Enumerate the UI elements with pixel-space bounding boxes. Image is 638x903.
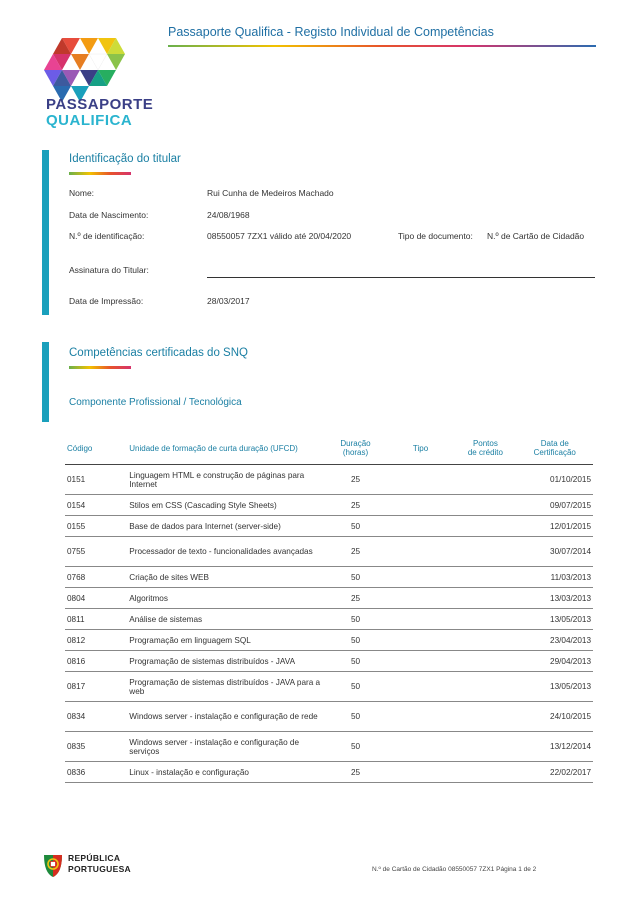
- birth-date-label: Data de Nascimento:: [69, 210, 149, 220]
- birth-date-value: 24/08/1968: [207, 210, 250, 220]
- column-header-type: Tipo: [387, 437, 455, 465]
- cell-points: [454, 609, 516, 630]
- column-header-duration-line2: (horas): [342, 448, 369, 457]
- cell-date: 13/03/2013: [517, 588, 593, 609]
- cell-code: 0836: [65, 762, 127, 783]
- cell-points: [454, 702, 516, 732]
- cell-code: 0804: [65, 588, 127, 609]
- republic-text-line2: PORTUGUESA: [68, 864, 131, 874]
- cell-unit: Windows server - instalação e configuração de serviços: [127, 732, 324, 762]
- cell-date: 13/12/2014: [517, 732, 593, 762]
- cell-type: [387, 465, 455, 495]
- logo-text-qualifica: QUALIFICA: [46, 112, 133, 129]
- cell-duration: 25: [324, 537, 387, 567]
- cell-duration: 50: [324, 609, 387, 630]
- column-header-points-line1: Pontos: [472, 439, 498, 448]
- column-header-duration: [324, 437, 387, 465]
- cell-duration: 50: [324, 702, 387, 732]
- cell-duration: 50: [324, 516, 387, 537]
- cell-points: [454, 732, 516, 762]
- table-row: [65, 537, 593, 567]
- column-header-unit: Unidade de formação de curta duração (UFCD): [127, 437, 324, 465]
- cell-code: 0817: [65, 672, 127, 702]
- doc-type-label: Tipo de documento:: [398, 231, 473, 241]
- cell-points: [454, 465, 516, 495]
- id-number-value: 08550057 7ZX1 válido até 20/04/2020: [207, 231, 352, 241]
- cell-date: 11/03/2013: [517, 567, 593, 588]
- cell-unit: Base de dados para Internet (server-side): [127, 516, 324, 537]
- table-row: [65, 567, 593, 588]
- cell-unit: Programação de sistemas distribuídos - JAVA: [127, 651, 324, 672]
- cell-date: 22/02/2017: [517, 762, 593, 783]
- table-row: [65, 732, 593, 762]
- republic-text-line1: REPÚBLICA: [68, 853, 121, 863]
- cell-points: [454, 630, 516, 651]
- cell-duration: 25: [324, 495, 387, 516]
- cell-unit: Processador de texto - funcionalidades avançadas: [127, 537, 324, 567]
- column-header-points: [454, 437, 516, 465]
- portuguese-republic-emblem-icon: [42, 851, 64, 879]
- section-underline: [69, 366, 131, 369]
- cell-duration: 50: [324, 630, 387, 651]
- cell-date: 24/10/2015: [517, 702, 593, 732]
- cell-unit: Linux - instalação e configuração: [127, 762, 324, 783]
- cell-type: [387, 537, 455, 567]
- table-row: [65, 672, 593, 702]
- section-accent-bar: [42, 342, 49, 422]
- cell-type: [387, 630, 455, 651]
- cell-unit: Algoritmos: [127, 588, 324, 609]
- cell-date: 01/10/2015: [517, 465, 593, 495]
- cell-type: [387, 762, 455, 783]
- cell-code: 0151: [65, 465, 127, 495]
- print-date-label: Data de Impressão:: [69, 296, 144, 306]
- cell-type: [387, 732, 455, 762]
- document-title: Passaporte Qualifica - Registo Individual de Competências: [168, 25, 494, 39]
- holder-section-title: Identificação do titular: [69, 153, 181, 165]
- cell-unit: Análise de sistemas: [127, 609, 324, 630]
- cell-code: 0834: [65, 702, 127, 732]
- cell-unit: Programação em linguagem SQL: [127, 630, 324, 651]
- cell-date: 30/07/2014: [517, 537, 593, 567]
- cell-date: 29/04/2013: [517, 651, 593, 672]
- table-row: [65, 495, 593, 516]
- cell-type: [387, 588, 455, 609]
- print-date-value: 28/03/2017: [207, 296, 250, 306]
- signature-line: [207, 277, 595, 278]
- cell-code: 0155: [65, 516, 127, 537]
- table-row: [65, 588, 593, 609]
- cell-date: 09/07/2015: [517, 495, 593, 516]
- cell-code: 0816: [65, 651, 127, 672]
- cell-unit: Linguagem HTML e construção de páginas para Internet: [127, 465, 324, 495]
- competencies-section-title: Competências certificadas do SNQ: [69, 347, 248, 359]
- doc-type-value: N.º de Cartão de Cidadão: [487, 231, 585, 241]
- component-subtitle: Componente Profissional / Tecnológica: [69, 397, 242, 408]
- cell-type: [387, 609, 455, 630]
- cell-duration: 25: [324, 465, 387, 495]
- id-number-label: N.º de identificação:: [69, 231, 145, 241]
- title-underline: [168, 45, 596, 47]
- name-label: Nome:: [69, 188, 95, 198]
- cell-unit: Criação de sites WEB: [127, 567, 324, 588]
- cell-points: [454, 672, 516, 702]
- cell-date: 13/05/2013: [517, 609, 593, 630]
- cell-type: [387, 495, 455, 516]
- cell-code: 0768: [65, 567, 127, 588]
- cell-duration: 50: [324, 567, 387, 588]
- cell-code: 0835: [65, 732, 127, 762]
- logo-text-passaporte: PASSAPORTE: [46, 96, 154, 113]
- cell-unit: Stilos em CSS (Cascading Style Sheets): [127, 495, 324, 516]
- cell-points: [454, 516, 516, 537]
- table-row: [65, 702, 593, 732]
- cell-duration: 50: [324, 732, 387, 762]
- column-header-date: [517, 437, 593, 465]
- cell-points: [454, 537, 516, 567]
- cell-type: [387, 651, 455, 672]
- cell-duration: 25: [324, 762, 387, 783]
- table-row: [65, 630, 593, 651]
- cell-unit: Windows server - instalação e configuração de rede: [127, 702, 324, 732]
- cell-code: 0154: [65, 495, 127, 516]
- table-header-row: [65, 437, 593, 465]
- table-row: [65, 516, 593, 537]
- column-header-date-line1: Data de: [540, 439, 569, 448]
- cell-type: [387, 702, 455, 732]
- table-row: [65, 651, 593, 672]
- cell-points: [454, 762, 516, 783]
- table-row: [65, 465, 593, 495]
- cell-type: [387, 516, 455, 537]
- cell-type: [387, 672, 455, 702]
- table-row: [65, 609, 593, 630]
- signature-label: Assinatura do Titular:: [69, 265, 149, 275]
- cell-points: [454, 651, 516, 672]
- cell-unit: Programação de sistemas distribuídos - JAVA para a web: [127, 672, 324, 702]
- cell-points: [454, 588, 516, 609]
- section-accent-bar: [42, 150, 49, 315]
- column-header-duration-line1: Duração: [340, 439, 371, 448]
- section-underline: [69, 172, 131, 175]
- cell-date: 13/05/2013: [517, 672, 593, 702]
- column-header-points-line2: de crédito: [467, 448, 503, 457]
- cell-code: 0811: [65, 609, 127, 630]
- competencies-table: [65, 437, 593, 783]
- cell-points: [454, 567, 516, 588]
- cell-date: 12/01/2015: [517, 516, 593, 537]
- page-footer-note: N.º de Cartão de Cidadão 08550057 7ZX1 Página 1 de 2: [372, 866, 537, 873]
- table-row: [65, 762, 593, 783]
- cell-type: [387, 567, 455, 588]
- cell-duration: 50: [324, 672, 387, 702]
- cell-points: [454, 495, 516, 516]
- cell-date: 23/04/2013: [517, 630, 593, 651]
- cell-duration: 50: [324, 651, 387, 672]
- column-header-date-line2: Certificação: [533, 448, 576, 457]
- column-header-code: Código: [65, 437, 127, 465]
- name-value: Rui Cunha de Medeiros Machado: [207, 188, 334, 198]
- cell-duration: 25: [324, 588, 387, 609]
- cell-code: 0755: [65, 537, 127, 567]
- cell-code: 0812: [65, 630, 127, 651]
